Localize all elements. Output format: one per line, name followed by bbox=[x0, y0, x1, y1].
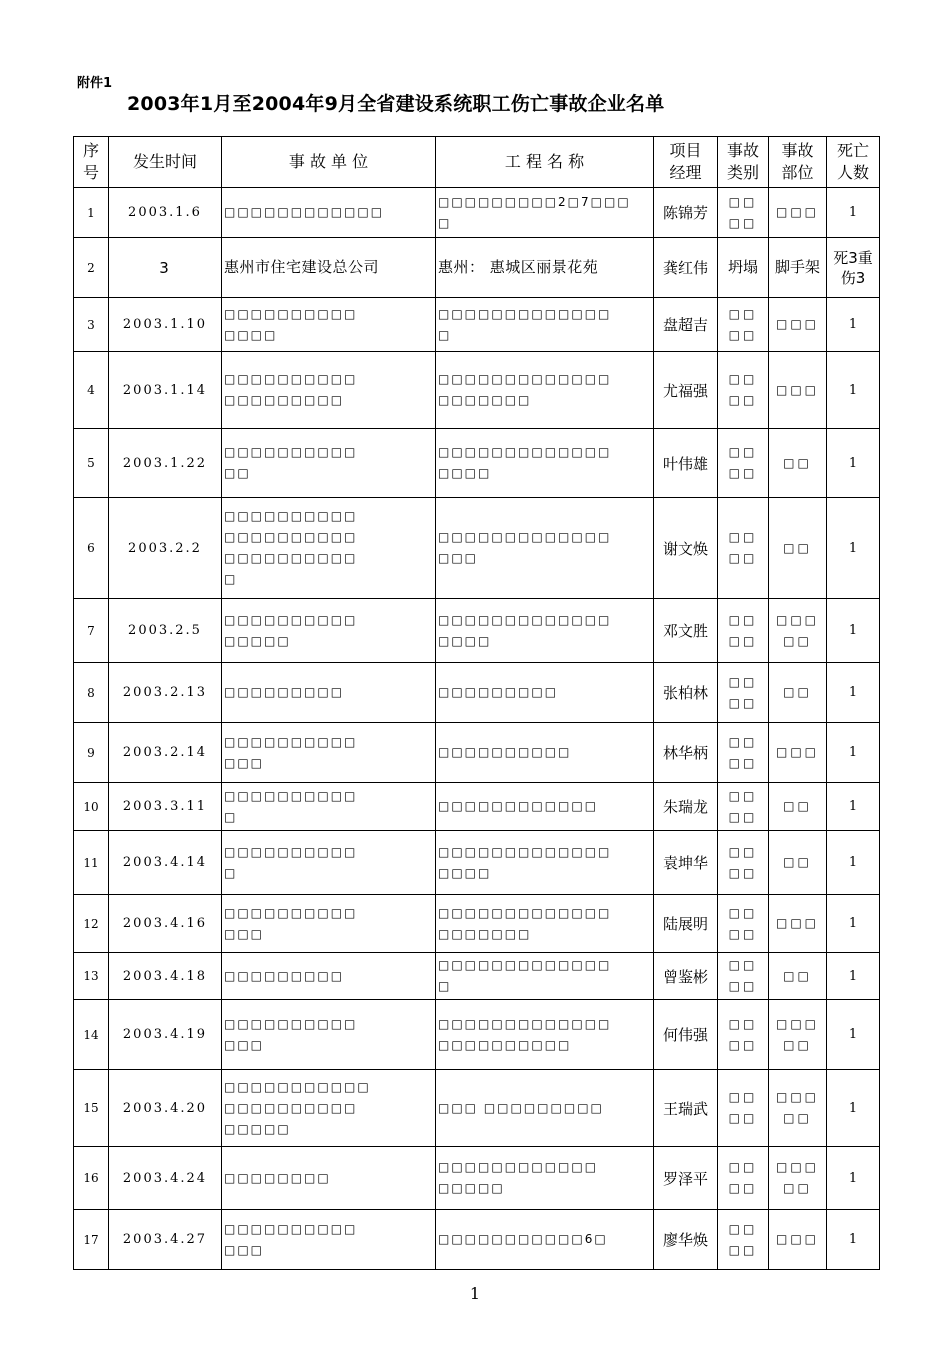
cell-no: 13 bbox=[74, 953, 109, 1000]
cell-project: □□□□□□□□□□□□ □□□□□ bbox=[436, 1147, 654, 1210]
cell-unit: □□□□□□□□□□ □□□□□ bbox=[222, 599, 436, 663]
cell-type: □□ □□ bbox=[718, 831, 769, 895]
table-row bbox=[74, 498, 880, 599]
cell-project: □□□□□□□□□□□□□ □ bbox=[436, 298, 654, 352]
cell-no: 17 bbox=[74, 1210, 109, 1270]
cell-no: 2 bbox=[74, 238, 109, 298]
cell-unit: □□□□□□□□□□ □□□ bbox=[222, 1210, 436, 1270]
cell-date: 2003.2.2 bbox=[109, 498, 222, 599]
cell-no: 1 bbox=[74, 188, 109, 238]
cell-part: □□ bbox=[769, 429, 827, 498]
cell-date: 2003.4.16 bbox=[109, 895, 222, 953]
cell-part: □□ bbox=[769, 953, 827, 1000]
cell-unit: 惠州市住宅建设总公司 bbox=[222, 238, 436, 298]
table-row bbox=[74, 429, 880, 498]
cell-unit: □□□□□□□□□□ □□□ bbox=[222, 723, 436, 783]
cell-unit: □□□□□□□□□□ □ bbox=[222, 831, 436, 895]
table-row bbox=[74, 298, 880, 352]
table-row bbox=[74, 895, 880, 953]
cell-date: 2003.1.22 bbox=[109, 429, 222, 498]
col-header-date: 发生时间 bbox=[109, 137, 222, 188]
cell-unit: □□□□□□□□□ bbox=[222, 663, 436, 723]
cell-project: □□□□□□□□□2□7□□□ □ bbox=[436, 188, 654, 238]
cell-manager: 邓文胜 bbox=[654, 599, 718, 663]
cell-date: 2003.2.5 bbox=[109, 599, 222, 663]
table-row bbox=[74, 783, 880, 831]
cell-deaths: 1 bbox=[827, 1210, 880, 1270]
cell-type: □□ □□ bbox=[718, 498, 769, 599]
cell-deaths: 1 bbox=[827, 831, 880, 895]
cell-part: □□□ □□ bbox=[769, 1000, 827, 1070]
cell-no: 9 bbox=[74, 723, 109, 783]
cell-deaths: 1 bbox=[827, 599, 880, 663]
cell-no: 14 bbox=[74, 1000, 109, 1070]
cell-type: □□ □□ bbox=[718, 1000, 769, 1070]
cell-manager: 朱瑞龙 bbox=[654, 783, 718, 831]
cell-no: 7 bbox=[74, 599, 109, 663]
cell-project: □□□□□□□□□□□□□ □□□□ bbox=[436, 599, 654, 663]
cell-date: 2003.2.14 bbox=[109, 723, 222, 783]
cell-project: □□□□□□□□□□□□ bbox=[436, 783, 654, 831]
table-row bbox=[74, 1070, 880, 1147]
cell-no: 16 bbox=[74, 1147, 109, 1210]
cell-part: □□ bbox=[769, 831, 827, 895]
cell-project: □□□□□□□□□□□□□ □□□□□□□ bbox=[436, 352, 654, 429]
cell-project: □□□ □□□□□□□□□ bbox=[436, 1070, 654, 1147]
cell-no: 4 bbox=[74, 352, 109, 429]
cell-manager: 王瑞武 bbox=[654, 1070, 718, 1147]
cell-unit: □□□□□□□□□□ □□□ bbox=[222, 895, 436, 953]
cell-no: 8 bbox=[74, 663, 109, 723]
cell-manager: 谢文焕 bbox=[654, 498, 718, 599]
cell-type: 坍塌 bbox=[718, 238, 769, 298]
page-number: 1 bbox=[469, 1284, 481, 1303]
cell-type: □□ □□ bbox=[718, 188, 769, 238]
attachment-label: 附件1 bbox=[77, 76, 113, 91]
cell-deaths: 1 bbox=[827, 1000, 880, 1070]
table-row bbox=[74, 1000, 880, 1070]
cell-unit: □□□□□□□□□ bbox=[222, 953, 436, 1000]
col-header-project: 工 程 名 称 bbox=[436, 137, 654, 188]
cell-part: □□□ bbox=[769, 723, 827, 783]
cell-project: □□□□□□□□□□□□□ □□□□ bbox=[436, 831, 654, 895]
cell-deaths: 1 bbox=[827, 895, 880, 953]
cell-part: □□□ bbox=[769, 1210, 827, 1270]
cell-manager: 林华柄 bbox=[654, 723, 718, 783]
cell-date: 2003.4.18 bbox=[109, 953, 222, 1000]
table-row bbox=[74, 1210, 880, 1270]
cell-date: 2003.4.19 bbox=[109, 1000, 222, 1070]
cell-manager: 袁坤华 bbox=[654, 831, 718, 895]
cell-manager: 陈锦芳 bbox=[654, 188, 718, 238]
cell-project: □□□□□□□□□□ bbox=[436, 723, 654, 783]
cell-no: 5 bbox=[74, 429, 109, 498]
cell-part: □□□ □□ bbox=[769, 1070, 827, 1147]
cell-type: □□ □□ bbox=[718, 298, 769, 352]
table-row bbox=[74, 188, 880, 238]
cell-manager: 张柏林 bbox=[654, 663, 718, 723]
cell-no: 15 bbox=[74, 1070, 109, 1147]
table-row bbox=[74, 831, 880, 895]
table-row bbox=[74, 238, 880, 298]
cell-project: □□□□□□□□□□□□□ □□□ bbox=[436, 498, 654, 599]
col-header-manager: 项目 经理 bbox=[654, 137, 718, 188]
cell-type: □□ □□ bbox=[718, 953, 769, 1000]
cell-project: □□□□□□□□□□□6□ bbox=[436, 1210, 654, 1270]
cell-part: □□□ □□ bbox=[769, 599, 827, 663]
cell-part: □□ bbox=[769, 783, 827, 831]
cell-part: □□ bbox=[769, 498, 827, 599]
cell-no: 3 bbox=[74, 298, 109, 352]
cell-manager: 罗泽平 bbox=[654, 1147, 718, 1210]
cell-date: 2003.4.14 bbox=[109, 831, 222, 895]
cell-date: 2003.1.6 bbox=[109, 188, 222, 238]
cell-type: □□ □□ bbox=[718, 895, 769, 953]
table-row bbox=[74, 352, 880, 429]
col-header-part: 事故 部位 bbox=[769, 137, 827, 188]
cell-type: □□ □□ bbox=[718, 663, 769, 723]
cell-unit: □□□□□□□□□□ □□□□□□□□□ bbox=[222, 352, 436, 429]
cell-deaths: 1 bbox=[827, 498, 880, 599]
cell-part: □□□ □□ bbox=[769, 1147, 827, 1210]
cell-manager: 陆展明 bbox=[654, 895, 718, 953]
cell-part: □□□ bbox=[769, 188, 827, 238]
cell-manager: 何伟强 bbox=[654, 1000, 718, 1070]
cell-deaths: 死3重伤3 bbox=[827, 238, 880, 298]
cell-date: 2003.4.20 bbox=[109, 1070, 222, 1147]
cell-unit: □□□□□□□□□□ □□□□ bbox=[222, 298, 436, 352]
cell-type: □□ □□ bbox=[718, 1210, 769, 1270]
cell-manager: 曾鉴彬 bbox=[654, 953, 718, 1000]
cell-part: □□ bbox=[769, 663, 827, 723]
cell-deaths: 1 bbox=[827, 429, 880, 498]
cell-type: □□ □□ bbox=[718, 429, 769, 498]
cell-type: □□ □□ bbox=[718, 599, 769, 663]
cell-deaths: 1 bbox=[827, 1147, 880, 1210]
cell-part: □□□ bbox=[769, 352, 827, 429]
cell-date: 2003.1.10 bbox=[109, 298, 222, 352]
cell-unit: □□□□□□□□ bbox=[222, 1147, 436, 1210]
cell-deaths: 1 bbox=[827, 1070, 880, 1147]
cell-manager: 廖华焕 bbox=[654, 1210, 718, 1270]
cell-manager: 尤福强 bbox=[654, 352, 718, 429]
cell-deaths: 1 bbox=[827, 663, 880, 723]
cell-date: 2003.2.13 bbox=[109, 663, 222, 723]
cell-no: 10 bbox=[74, 783, 109, 831]
cell-date: 3 bbox=[109, 238, 222, 298]
cell-unit: □□□□□□□□□□ □□□□□□□□□□ □□□□□□□□□□ □ bbox=[222, 498, 436, 599]
document-title: 2003年1月至2004年9月全省建设系统职工伤亡事故企业名单 bbox=[127, 93, 665, 115]
cell-type: □□ □□ bbox=[718, 1070, 769, 1147]
cell-type: □□ □□ bbox=[718, 783, 769, 831]
cell-unit: □□□□□□□□□□□ □□□□□□□□□□ □□□□□ bbox=[222, 1070, 436, 1147]
table-row bbox=[74, 723, 880, 783]
cell-date: 2003.4.24 bbox=[109, 1147, 222, 1210]
col-header-unit: 事 故 单 位 bbox=[222, 137, 436, 188]
table-row bbox=[74, 953, 880, 1000]
table-row bbox=[74, 1147, 880, 1210]
cell-date: 2003.1.14 bbox=[109, 352, 222, 429]
cell-part: □□□ bbox=[769, 298, 827, 352]
cell-deaths: 1 bbox=[827, 953, 880, 1000]
table-header-row bbox=[74, 137, 880, 188]
col-header-deaths: 死亡 人数 bbox=[827, 137, 880, 188]
cell-manager: 龚红伟 bbox=[654, 238, 718, 298]
col-header-type: 事故 类别 bbox=[718, 137, 769, 188]
cell-type: □□ □□ bbox=[718, 1147, 769, 1210]
cell-manager: 叶伟雄 bbox=[654, 429, 718, 498]
cell-project: □□□□□□□□□□□□□ □□□□□□□□□□ bbox=[436, 1000, 654, 1070]
cell-no: 11 bbox=[74, 831, 109, 895]
cell-project: □□□□□□□□□□□□□ □□□□ bbox=[436, 429, 654, 498]
cell-project: □□□□□□□□□□□□□ □ bbox=[436, 953, 654, 1000]
cell-project: 惠州： 惠城区丽景花苑 bbox=[436, 238, 654, 298]
cell-part: 脚手架 bbox=[769, 238, 827, 298]
table-row bbox=[74, 663, 880, 723]
cell-no: 6 bbox=[74, 498, 109, 599]
cell-deaths: 1 bbox=[827, 723, 880, 783]
cell-unit: □□□□□□□□□□ □ bbox=[222, 783, 436, 831]
cell-no: 12 bbox=[74, 895, 109, 953]
accident-table bbox=[73, 136, 880, 1270]
cell-part: □□□ bbox=[769, 895, 827, 953]
cell-unit: □□□□□□□□□□ □□□ bbox=[222, 1000, 436, 1070]
cell-deaths: 1 bbox=[827, 783, 880, 831]
cell-project: □□□□□□□□□ bbox=[436, 663, 654, 723]
cell-date: 2003.3.11 bbox=[109, 783, 222, 831]
cell-date: 2003.4.27 bbox=[109, 1210, 222, 1270]
cell-deaths: 1 bbox=[827, 188, 880, 238]
cell-type: □□ □□ bbox=[718, 723, 769, 783]
cell-unit: □□□□□□□□□□□□ bbox=[222, 188, 436, 238]
cell-project: □□□□□□□□□□□□□ □□□□□□□ bbox=[436, 895, 654, 953]
cell-deaths: 1 bbox=[827, 298, 880, 352]
cell-manager: 盘超吉 bbox=[654, 298, 718, 352]
table-row bbox=[74, 599, 880, 663]
cell-deaths: 1 bbox=[827, 352, 880, 429]
col-header-no: 序 号 bbox=[74, 137, 109, 188]
cell-unit: □□□□□□□□□□ □□ bbox=[222, 429, 436, 498]
cell-type: □□ □□ bbox=[718, 352, 769, 429]
